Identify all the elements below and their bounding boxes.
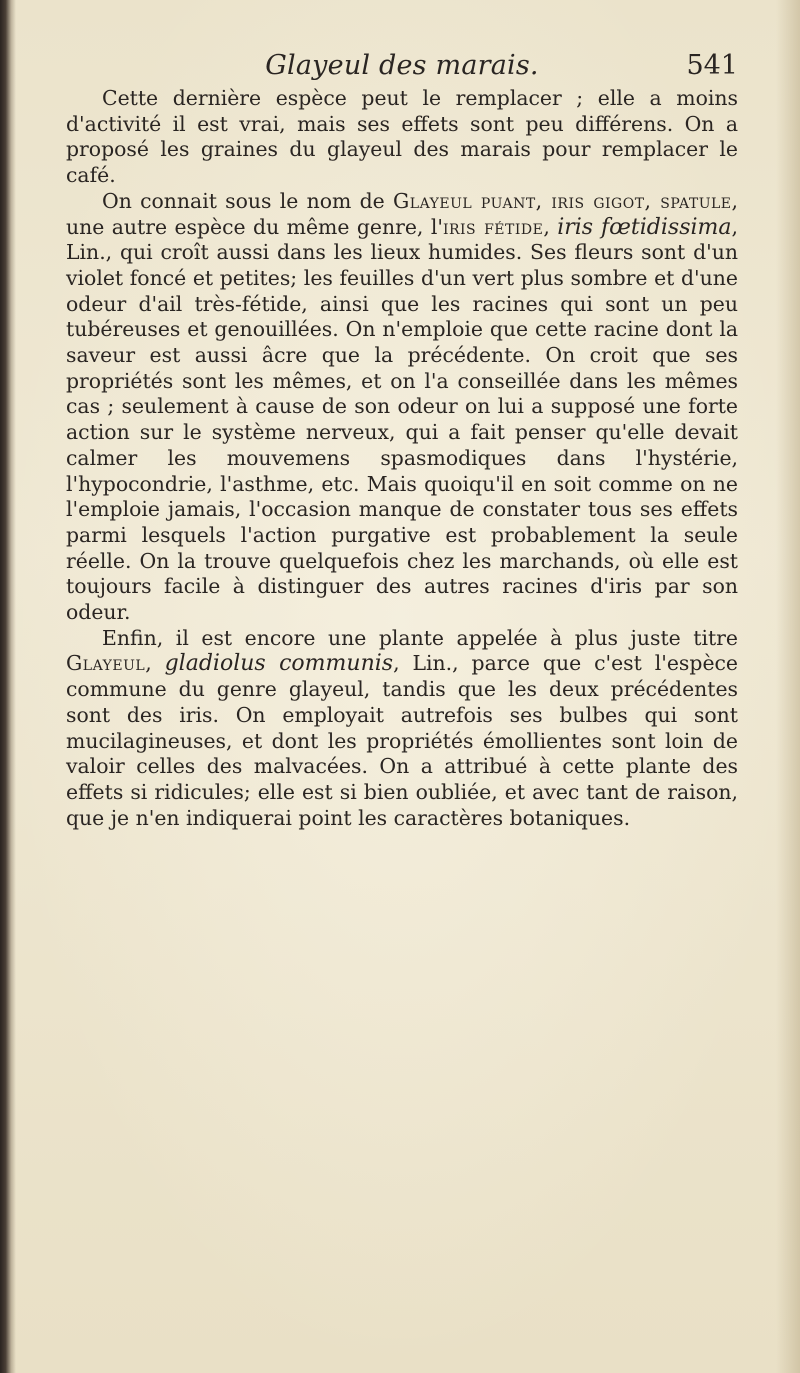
smallcaps-name: Glayeul bbox=[66, 651, 146, 676]
smallcaps-name: Glayeul puant, iris gigot, spatule bbox=[392, 188, 732, 213]
binding-shadow bbox=[0, 0, 16, 1373]
text-segment: Cette dernière espèce peut le remplacer ; elle a moins d'activité il est vrai, mais ses effets sont peu différens. On a proposé les graines du glayeul des marais pour remplacer le café. bbox=[66, 86, 738, 188]
text-segment: On connait sous le nom de bbox=[102, 188, 393, 213]
paragraph-3 bbox=[66, 626, 738, 832]
text-segment: , une autre espèce du même genre, l' bbox=[66, 188, 738, 239]
text-segment: Enfin, il est encore une plante appelée à plus juste titre bbox=[102, 625, 738, 650]
paragraph-1 bbox=[66, 86, 738, 189]
text-segment: , bbox=[145, 651, 165, 676]
page-edge bbox=[776, 0, 800, 1373]
smallcaps-name: iris fétide bbox=[442, 214, 544, 239]
running-title: Glayeul des marais. bbox=[265, 50, 539, 81]
text-segment: , Lin., parce que c'est l'espèce commune du genre glayeul, tandis que les deux précédentes sont des iris. On employait autrefois ses bulbes qui sont mucilagineuses, et dont les propriétés émollientes sont loin de valoir celles des malvacées. On a attribué à cette plante des effets si ridicules; elle est si bien oubliée, et avec tant de raison, que je n'en indiquerai point les caractères botaniques. bbox=[66, 651, 739, 830]
page-number: 541 bbox=[686, 50, 738, 81]
body-text bbox=[66, 86, 738, 831]
text-segment: , bbox=[543, 214, 558, 239]
text-segment: , Lin., qui croît aussi dans les lieux humides. Ses fleurs sont d'un violet foncé et petites; les feuilles d'un vert plus sombre et d'une odeur d'ail très-fétide, ainsi que les racines qui sont un peu tubéreuses et genouillées. On n'emploie que cette racine dont la saveur est aussi âcre que la précédente. On croit que ses propriétés sont les mêmes, et on l'a conseillée dans les mêmes cas ; seulement à cause de son odeur on lui a supposé une forte action sur le système nerveux, qui a fait penser qu'elle devait calmer les mouvemens spasmodiques dans l'hystérie, l'hypocondrie, l'asthme, etc. Mais quoiqu'il en soit comme on ne l'emploie jamais, l'occasion manque de constater tous ses effets parmi lesquels l'action purgative est probablement la seule réelle. On la trouve quelquefois chez les marchands, où elle est toujours facile à distinguer des autres racines d'iris par son odeur. bbox=[66, 214, 738, 625]
latin-name: gladiolus communis bbox=[164, 651, 394, 677]
running-head bbox=[66, 46, 738, 86]
paragraph-2 bbox=[66, 189, 738, 626]
latin-name: iris fœtidissima bbox=[557, 214, 732, 240]
